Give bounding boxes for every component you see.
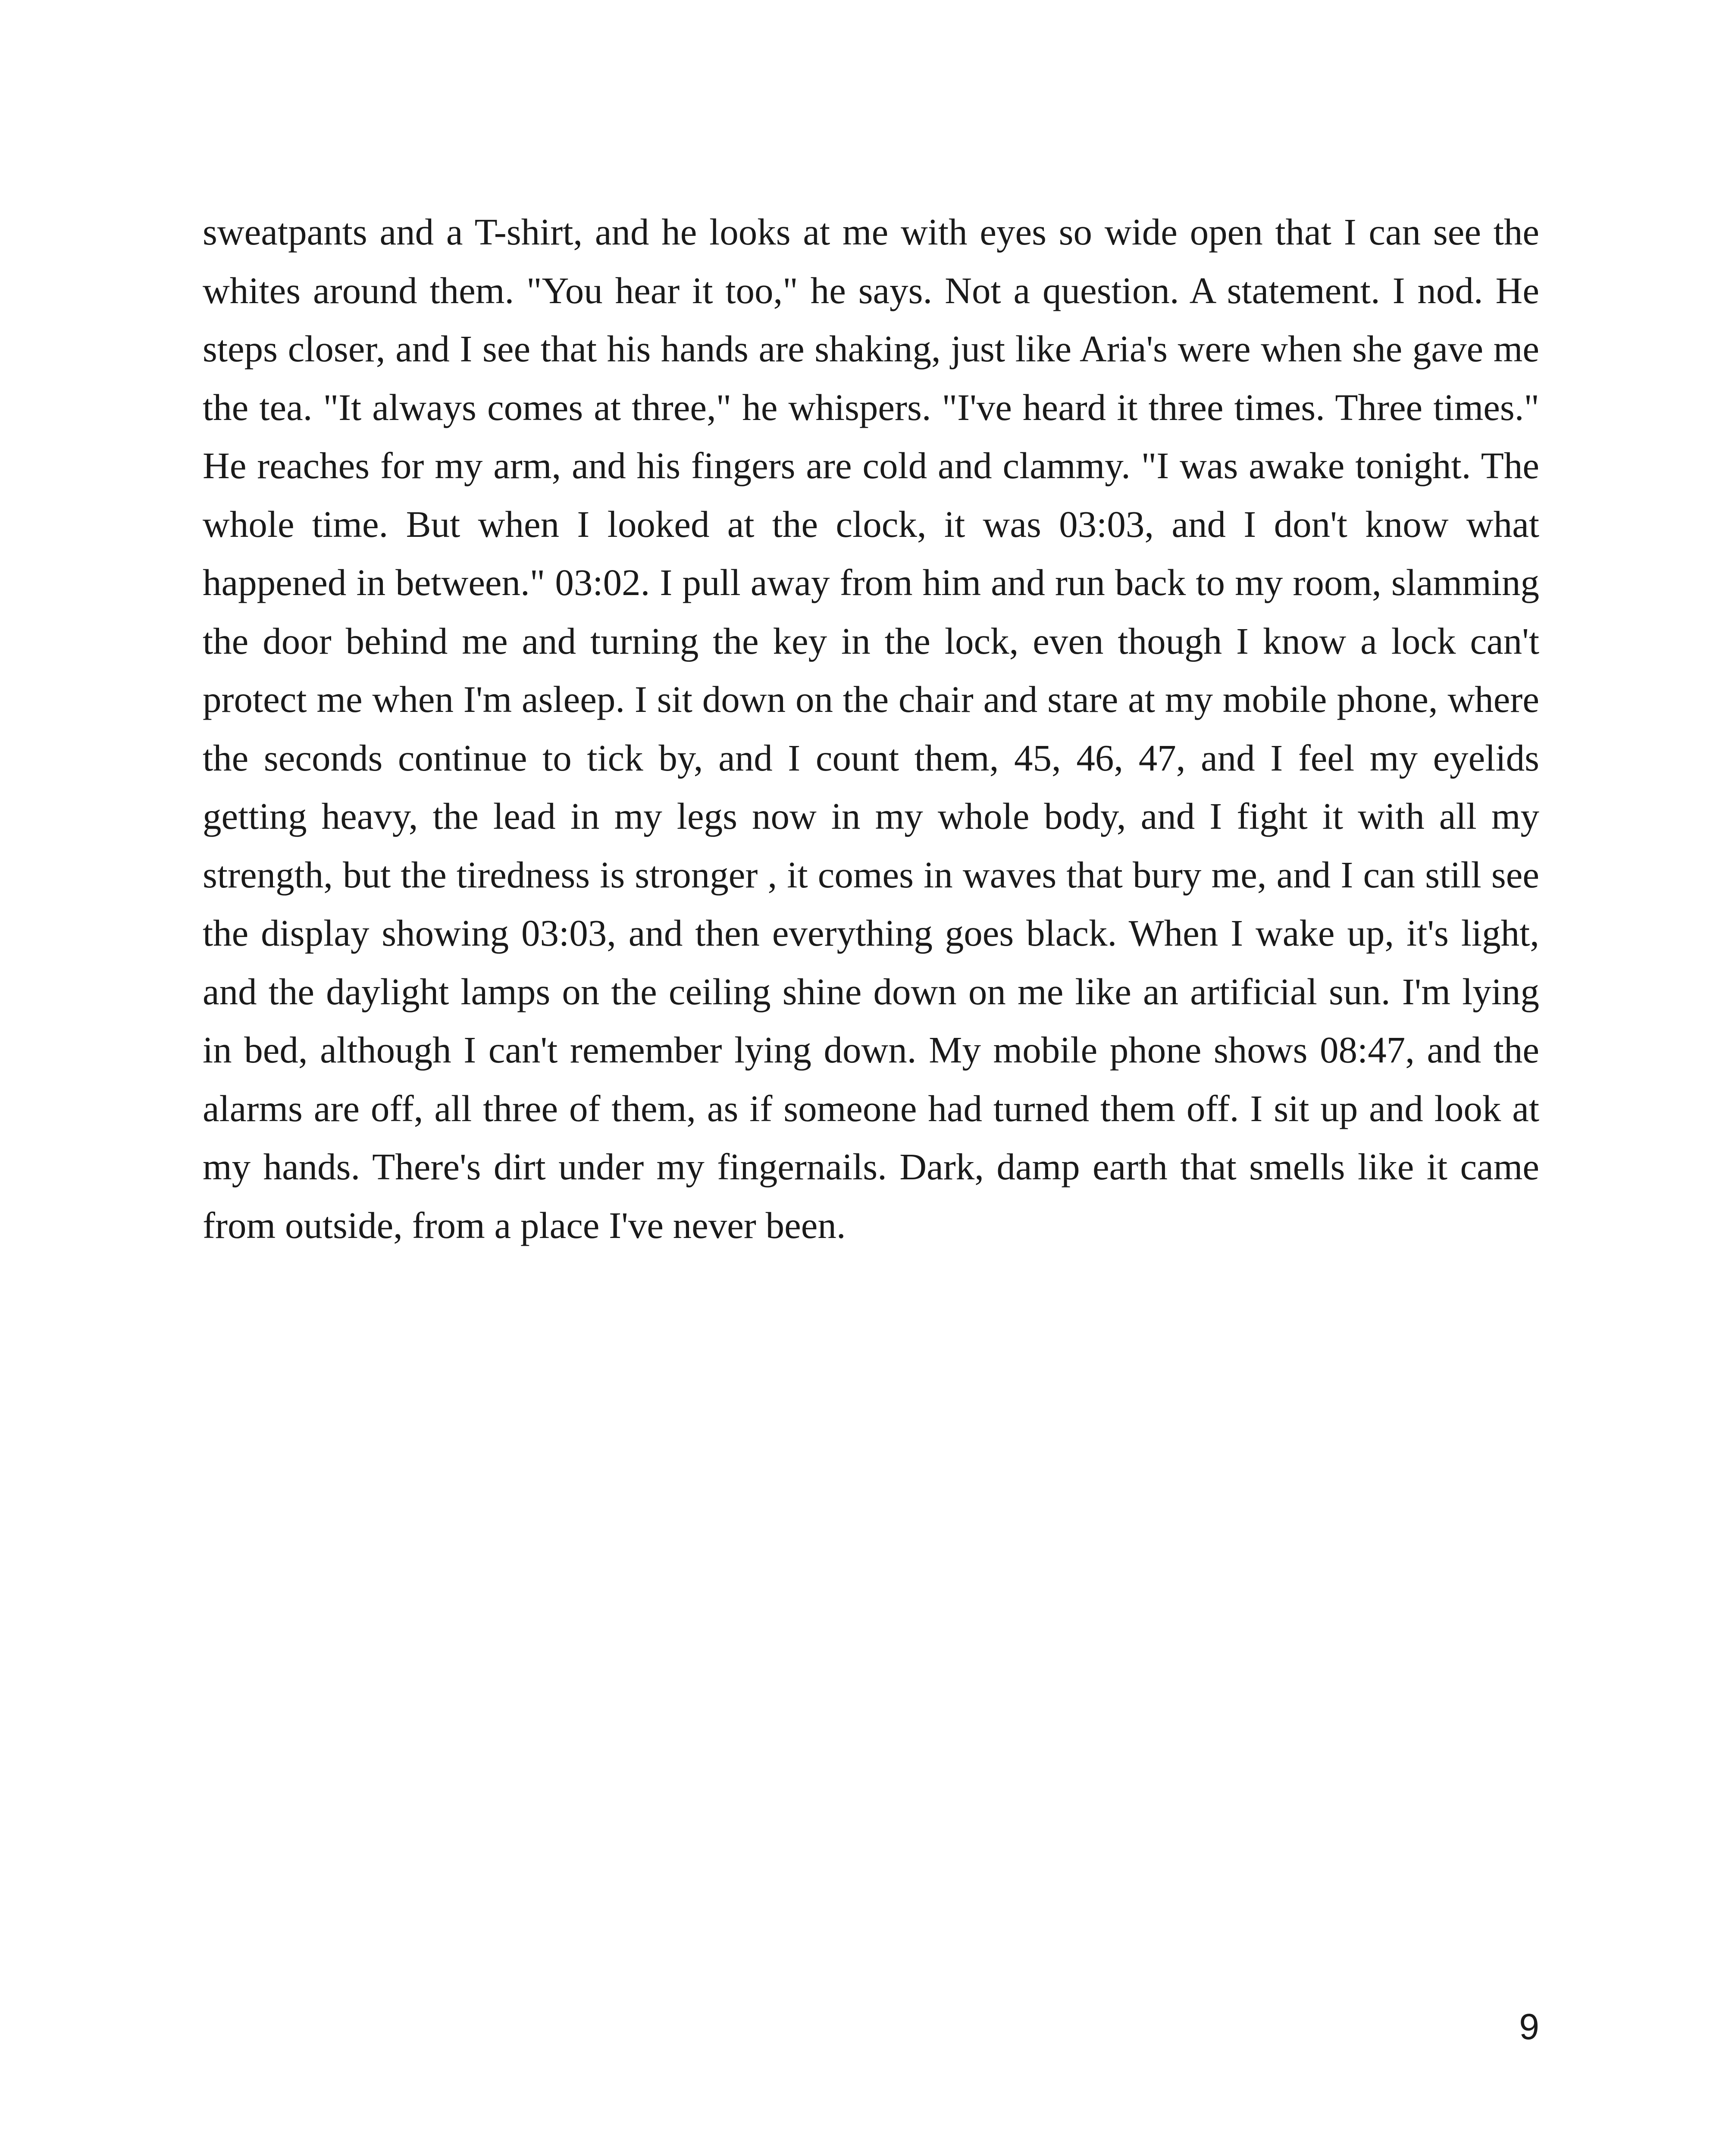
page-number: 9 — [1519, 2006, 1539, 2047]
body-paragraph: sweatpants and a T-shirt, and he looks at me with eyes so wide open that I can see the whites around them. "You hear it too," he says. Not a question. A statement. I nod. He steps closer, and I see that his hands are shaking, just like Aria's were when she gave me the tea. "It always comes at three," he whispers. "I've heard it three times. Three times." He reaches for my arm, and his fingers are cold and clammy. "I was awake tonight. The whole time. But when I looked at the clock, it was 03:03, and I don't know what happened in between." 03:02. I pull away from him and run back to my room, slamming the door behind me and turning the key in the lock, even though I know a lock can't protect me when I'm asleep. I sit down on the chair and stare at my mobile phone, where the seconds continue to tick by, and I count them, 45, 46, 47, and I feel my eyelids getting heavy, the lead in my legs now in my whole body, and I fight it with all my strength, but the tiredness is stronger , it comes in waves that bury me, and I can still see the display showing 03:03, and then everything goes black. When I wake up, it's light, and the daylight lamps on the ceiling shine down on me like an artificial sun. I'm lying in bed, although I can't remember lying down. My mobile phone shows 08:47, and the alarms are off, all three of them, as if someone had turned them off. I sit up and look at my hands. There's dirt under my fingernails. Dark, damp earth that smells like it came from outside, from a place I've never been. — [203, 211, 1539, 1246]
